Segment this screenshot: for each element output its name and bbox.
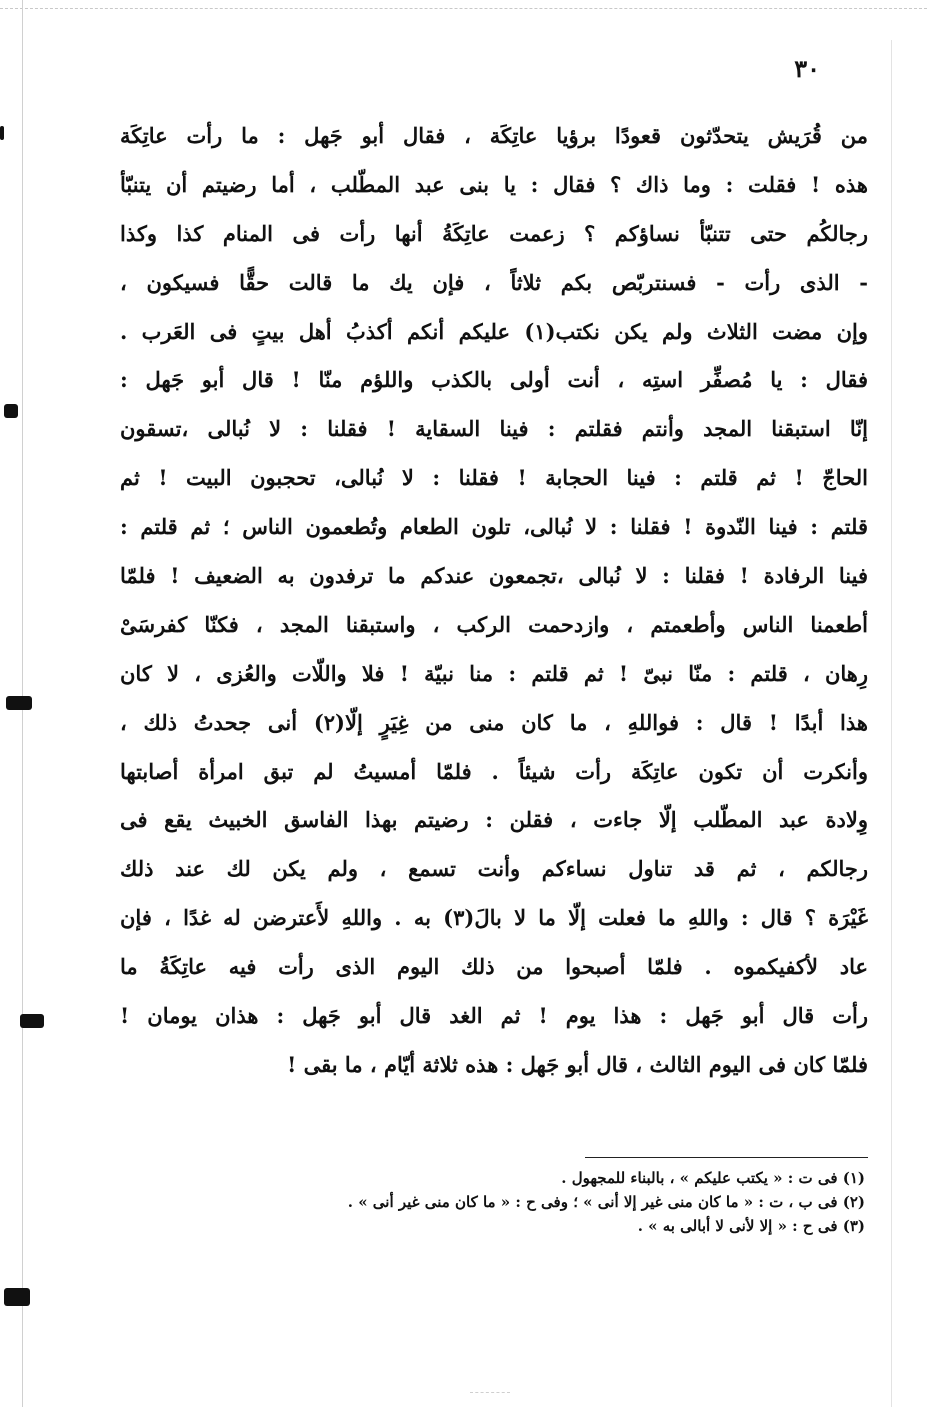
text-line: فقال : يا مُصفِّر استِه ، أنت أولى بالكذب واللؤم منّا ! قال أبو جَهل : xyxy=(120,367,868,393)
footnote: (٣) فى ح : « إلا لأنى لا أبالى به » . xyxy=(637,1217,865,1235)
text-line: وِلادة عبد المطّلب إلّا جاءت ، فقلن : رضيتم بهذا الفاسق الخبيث يقع فى xyxy=(120,807,868,833)
text-line: فينا الرفادة ! فقلنا : لا نُبالى ،تجمعون عندكم ما ترفدون به الضعيف ! فلمّا xyxy=(120,563,868,589)
text-line: عاد لأكفيكموه . فلمّا أصبحوا من ذلك اليوم الذى رأت فيه عاتِكَةُ ما xyxy=(120,954,868,980)
text-line: رِهان ، قلتم : منّا نبىّ ! ثم قلتم : منا نبيّة ! فلا واللّات والعُزى ، لا كان xyxy=(120,660,868,686)
text-line: رجالكم ، ثم قد تناول نساءكم وأنت تسمع ، ولم يكن لك عند ذلك xyxy=(120,856,868,882)
footnote: (٢) فى ب ، ت : « ما كان منى غير إلا أنى » ؛ وفى ح : « ما كان منى غير أنى » . xyxy=(347,1193,865,1211)
text-line: - الذى رأت - فسنتربّص بكم ثلاثاً ، فإن يك ما قالت حقًّا فسيكون ، xyxy=(120,269,868,295)
text-line: إنّا استبقنا المجد وأنتم فقلتم : فينا السقاية ! فقلنا : لا نُبالى ،تسقون xyxy=(120,416,868,442)
text-line: هذه ! فقلت : وما ذاك ؟ فقال : يا بنى عبد المطّلب ، أما رضيتم أن يتنبّأ xyxy=(120,171,868,197)
scan-speck xyxy=(0,126,4,140)
text-line: قلتم : فينا النّدوة ! فقلنا : لا نُبالى، تلون الطعام وتُطعمون الناس ؛ ثم قلتم : xyxy=(120,514,868,540)
page-number: ٣٠ xyxy=(794,54,820,83)
text-line: وأنكرت أن تكون عاتِكَة رأت شيئاً . فلمّا أمسيتُ لم تبق امرأة أصابتها xyxy=(120,758,868,784)
binding-mark xyxy=(20,1014,44,1028)
binding-mark xyxy=(4,404,18,418)
footnote-divider xyxy=(585,1157,868,1158)
scan-edge-top xyxy=(0,8,927,9)
text-line: رأت قال أبو جَهل : هذا يوم ! ثم الغد قال أبو جَهل : هذان يومان ! xyxy=(120,1003,868,1029)
binding-mark xyxy=(4,1288,30,1306)
text-line: غَيْرَة ؟ قال : واللهِ ما فعلت إلّا ما لا بالَ(٣) به . واللهِ لأَعترضن له غدًا ، فإن xyxy=(120,905,868,931)
text-line: رجالكُم حتى تتنبّأ نساؤكم ؟ زعمت عاتِكَةُ أنها رأت فى المنام كذا وكذا xyxy=(120,220,868,246)
scan-edge-bottom xyxy=(470,1392,510,1393)
binding-mark xyxy=(6,696,32,710)
text-line: وإن مضت الثلاث ولم يكن نكتب(١) عليكم أنكم أكذبُ أهل بيتٍ فى العَرب . xyxy=(120,318,868,344)
text-line: هذا أبدًا ! قال : فواللهِ ، ما كان منى من غِيَرٍ إلّا(٢) أنى جحدتُ ذلك ، xyxy=(120,709,868,735)
body-text xyxy=(120,112,868,1090)
text-line: فلمّا كان فى اليوم الثالث ، قال أبو جَهل : هذه ثلاثة أيّام ، ما بقى ! xyxy=(287,1051,868,1077)
footnote: (١) فى ت : « يكتب عليكم » ، بالبناء للمجهول . xyxy=(561,1169,865,1187)
footnotes xyxy=(347,1166,865,1238)
text-line: أطعمنا الناس وأطعمتم ، وازدحمت الركب ، واستبقنا المجد ، فكنّا كفرسَىْ xyxy=(120,611,868,637)
page-edge-line xyxy=(891,40,892,1407)
text-line: من قُرَيش يتحدّثون قعودًا برؤيا عاتِكَة ، فقال أبو جَهل : ما رأت عاتِكَة xyxy=(120,123,868,148)
text-line: الحاجّ ! ثم قلتم : فينا الحجابة ! فقلنا : لا نُبالى، تحجبون البيت ! ثم xyxy=(120,465,868,491)
